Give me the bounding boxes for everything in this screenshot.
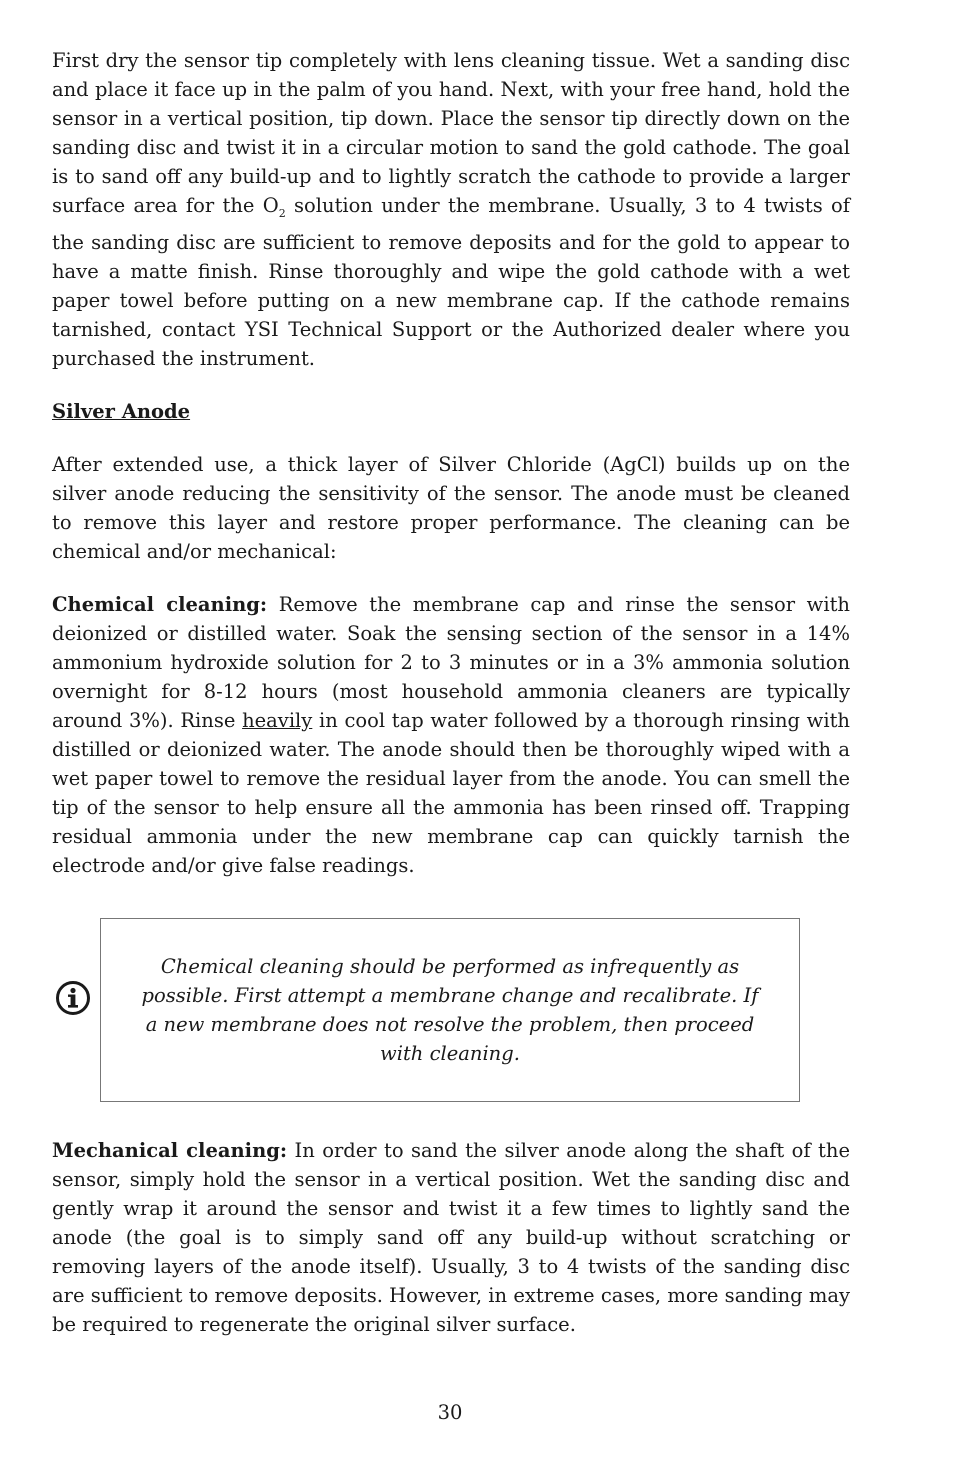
section-heading-silver-anode: Silver Anode [52, 399, 191, 423]
chemical-text-part-2: in cool tap water followed by a thorough rinsing with distilled or deionized water. The anode should then be thoroughly wiped with a wet paper towel to remove the residual layer from the anode. You can smell the tip of the sensor to help ensure all the ammonia has been rinsed off. Trapping residual ammonia under the new membrane cap can quickly tarnish the electrode and/or give false readings. [52, 708, 850, 877]
note-callout [52, 918, 850, 1104]
chemical-cleaning-label: Chemical cleaning: [52, 592, 268, 616]
paragraph-mechanical-cleaning [52, 1136, 850, 1339]
paragraph-gold-cathode [52, 46, 850, 373]
paragraph-text-continued: solution under the membrane. Usually, 3 to 4 twists of the sanding disc are sufficient to remove deposits and for the gold to appear to have a matte finish. Rinse thoroughly and wipe the gold cathode with a wet paper towel before putting on a new membrane cap. If the cathode remains tarnished, contact YSI Technical Support or the Authorized dealer where you purchased the instrument. [52, 194, 850, 370]
chemical-text-part-1: Remove the membrane cap and rinse the sensor with deionized or distilled water. Soak the sensing section of the sensor in a 14% ammonium hydroxide solution for 2 to 3 minutes or in a 3% ammonia solution overnight for 8-12 hours (most household ammonia cleaners are typically around 3%). Rinse [52, 592, 850, 732]
note-box [100, 918, 800, 1102]
mechanical-text: In order to sand the silver anode along the shaft of the sensor, simply hold the sensor in a vertical position. Wet the sanding disc and gently wrap it around the sensor and twist it a few times to lightly sand the anode (the goal is to simply sand off any build-up without scratching or removing layers of the anode itself). Usually, 3 to 4 twists of the sanding disc are sufficient to remove deposits. However, in extreme cases, more sanding may be required to regenerate the original silver surface. [52, 1138, 850, 1336]
info-icon [55, 980, 91, 1016]
mechanical-cleaning-label: Mechanical cleaning: [52, 1138, 288, 1162]
page-content [52, 46, 850, 1339]
note-text: Chemical cleaning should be performed as infrequently as possible. First attempt a membrane change and recalibrate. If a new membrane does not resolve the problem, then proceed with cleaning. [141, 954, 759, 1065]
page-number: 30 [437, 1401, 463, 1424]
paragraph-chemical-cleaning [52, 590, 850, 880]
subscript-2: 2 [278, 206, 286, 220]
paragraph-text: First dry the sensor tip completely with lens cleaning tissue. Wet a sanding disc and place it face up in the palm of you hand. Next, with your free hand, hold the sensor in a vertical position, tip down. Place the sensor tip directly down on the sanding disc and twist it in a circular motion to sand the gold cathode. The goal is to sand off any build-up and to lightly scratch the cathode to provide a larger surface area for the O [52, 49, 850, 217]
heavily-underlined: heavily [242, 708, 313, 732]
paragraph-silver-anode-intro: After extended use, a thick layer of Silver Chloride (AgCl) builds up on the silver anode reducing the sensitivity of the sensor. The anode must be cleaned to remove this layer and restore proper performance. The cleaning can be chemical and/or mechanical: [52, 452, 850, 563]
